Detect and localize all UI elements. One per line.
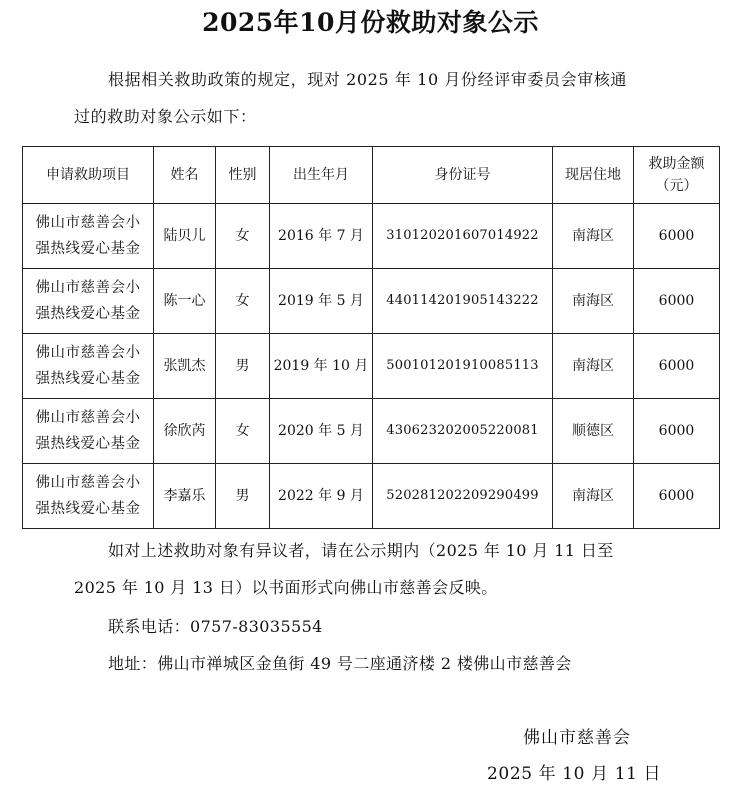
header-amount-line-1: 救助金额 [648, 156, 705, 172]
cell-project [23, 399, 154, 464]
cell-name: 陈一心 [154, 269, 216, 334]
intro-text-line-1: 根据相关救助政策的规定，现对 2025 年 10 月份经评审委员会审核通 [108, 70, 628, 89]
cell-project [23, 464, 154, 529]
project-line-2: 强热线爱心基金 [35, 501, 141, 517]
cell-gender: 女 [216, 204, 270, 269]
cell-project [23, 334, 154, 399]
project-line-1: 佛山市慈善会小 [35, 215, 141, 231]
contact-phone: 联系电话：0757-83035554 [108, 617, 323, 636]
header-gender: 性别 [216, 147, 270, 204]
objection-text-line-1: 如对上述救助对象有异议者，请在公示期内（2025 年 10 月 11 日至 [108, 541, 614, 560]
signature-date: 2025 年 10 月 11 日 [487, 764, 662, 784]
cell-name: 徐欣芮 [154, 399, 216, 464]
cell-id-number: 440114201905143222 [373, 269, 553, 334]
objection-text-line-2: 2025 年 10 月 13 日）以书面形式向佛山市慈善会反映。 [74, 578, 498, 597]
table-header-row [23, 147, 720, 204]
cell-project [23, 269, 154, 334]
cell-name: 张凯杰 [154, 334, 216, 399]
signature-organization: 佛山市慈善会 [523, 728, 631, 748]
header-name: 姓名 [154, 147, 216, 204]
table-row [23, 399, 720, 464]
project-line-1: 佛山市慈善会小 [35, 475, 141, 491]
cell-id-number: 310120201607014922 [373, 204, 553, 269]
cell-residence: 南海区 [553, 204, 634, 269]
cell-name: 陆贝儿 [154, 204, 216, 269]
project-line-1: 佛山市慈善会小 [35, 410, 141, 426]
cell-id-number: 520281202209290499 [373, 464, 553, 529]
cell-residence: 南海区 [553, 269, 634, 334]
cell-id-number: 430623202005220081 [373, 399, 553, 464]
header-residence: 现居住地 [553, 147, 634, 204]
header-amount-line-2: （元） [655, 178, 698, 194]
cell-gender: 男 [216, 334, 270, 399]
cell-gender: 女 [216, 269, 270, 334]
cell-amount: 6000 [634, 334, 720, 399]
project-line-2: 强热线爱心基金 [35, 306, 141, 322]
cell-birth: 2016 年 7 月 [270, 204, 373, 269]
cell-amount: 6000 [634, 399, 720, 464]
contact-address: 地址：佛山市禅城区金鱼街 49 号二座通济楼 2 楼佛山市慈善会 [108, 654, 572, 673]
cell-name: 李嘉乐 [154, 464, 216, 529]
project-line-2: 强热线爱心基金 [35, 241, 141, 257]
cell-birth: 2020 年 5 月 [270, 399, 373, 464]
cell-birth: 2019 年 5 月 [270, 269, 373, 334]
project-line-1: 佛山市慈善会小 [35, 345, 141, 361]
table-row [23, 464, 720, 529]
intro-text-line-2: 过的救助对象公示如下： [74, 107, 257, 126]
cell-project [23, 204, 154, 269]
cell-amount: 6000 [634, 464, 720, 529]
cell-amount: 6000 [634, 204, 720, 269]
cell-gender: 男 [216, 464, 270, 529]
aid-recipients-table [22, 146, 720, 529]
table-row [23, 334, 720, 399]
cell-id-number: 500101201910085113 [373, 334, 553, 399]
header-amount [634, 147, 720, 204]
table-row [23, 204, 720, 269]
project-line-1: 佛山市慈善会小 [35, 280, 141, 296]
project-line-2: 强热线爱心基金 [35, 371, 141, 387]
project-line-2: 强热线爱心基金 [35, 436, 141, 452]
cell-residence: 南海区 [553, 334, 634, 399]
cell-gender: 女 [216, 399, 270, 464]
cell-residence: 南海区 [553, 464, 634, 529]
cell-residence: 顺德区 [553, 399, 634, 464]
header-birth: 出生年月 [270, 147, 373, 204]
document-title: 2025年10月份救助对象公示 [202, 8, 539, 37]
table-row [23, 269, 720, 334]
cell-amount: 6000 [634, 269, 720, 334]
header-project: 申请救助项目 [23, 147, 154, 204]
header-id-number: 身份证号 [373, 147, 553, 204]
cell-birth: 2019 年 10 月 [270, 334, 373, 399]
cell-birth: 2022 年 9 月 [270, 464, 373, 529]
